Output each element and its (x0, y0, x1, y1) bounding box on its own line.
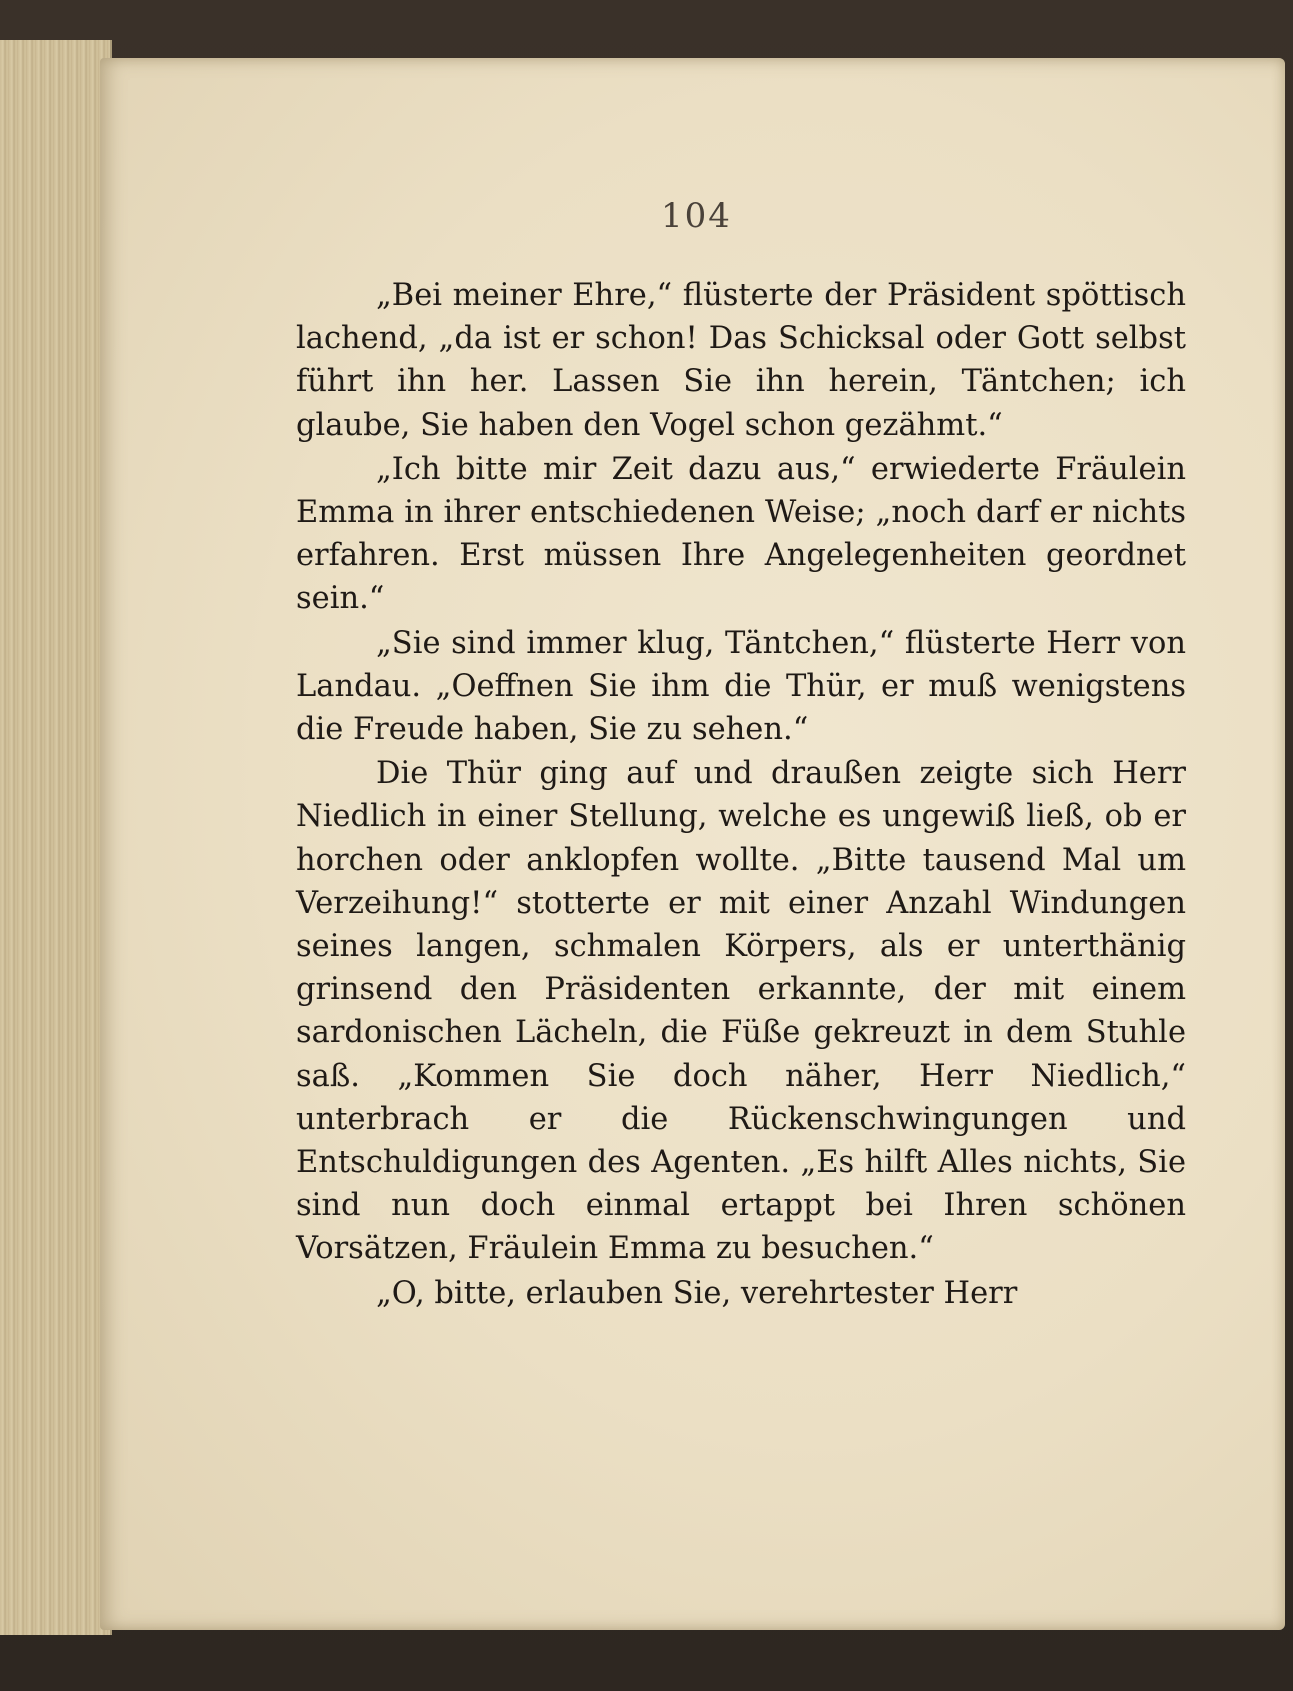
page-edges (0, 40, 112, 1635)
body-text (296, 274, 1186, 1316)
paragraph-3: „Sie sind immer klug, Täntchen,“ flüsterte Herr von Landau. „Oeffnen Sie ihm die Thür, er muß wenigstens die Freude haben, Sie zu sehen.“ (296, 625, 1186, 748)
paragraph-2: „Ich bitte mir Zeit dazu aus,“ erwiederte Fräulein Emma in ihrer entschiedenen Weise; „noch darf er nichts erfahren. Erst müssen Ihre Angelegenheiten geordnet sein.“ (296, 451, 1186, 617)
paragraph-4: Die Thür ging auf und draußen zeigte sich Herr Niedlich in einer Stellung, welche es ungewiß ließ, ob er horchen oder anklopfen wollte. „Bitte tausend Mal um Verzeihung!“ stotterte er mit einer Anzahl Windungen seines langen, schmalen Körpers, als er unterthänig grinsend den Präsidenten erkannte, der mit einem sardonischen Lächeln, die Füße gekreuzt in dem Stuhle saß. „Kommen Sie doch näher, Herr Niedlich,“ unterbrach er die Rückenschwingungen und Entschuldigungen des Agenten. „Es hilft Alles nichts, Sie sind nun doch einmal ertappt bei Ihren schönen Vorsätzen, Fräulein Emma zu besuchen.“ (296, 756, 1186, 1267)
page-number: 104 (661, 196, 732, 236)
paragraph-1: „Bei meiner Ehre,“ flüsterte der Präsident spöttisch lachend, „da ist er schon! Das Schicksal oder Gott selbst führt ihn her. Lassen Sie ihn herein, Täntchen; ich glaube, Sie haben den Vogel schon gezähmt.“ (296, 278, 1186, 443)
paragraph-5: „O, bitte, erlauben Sie, verehrtester Herr (376, 1275, 1018, 1311)
